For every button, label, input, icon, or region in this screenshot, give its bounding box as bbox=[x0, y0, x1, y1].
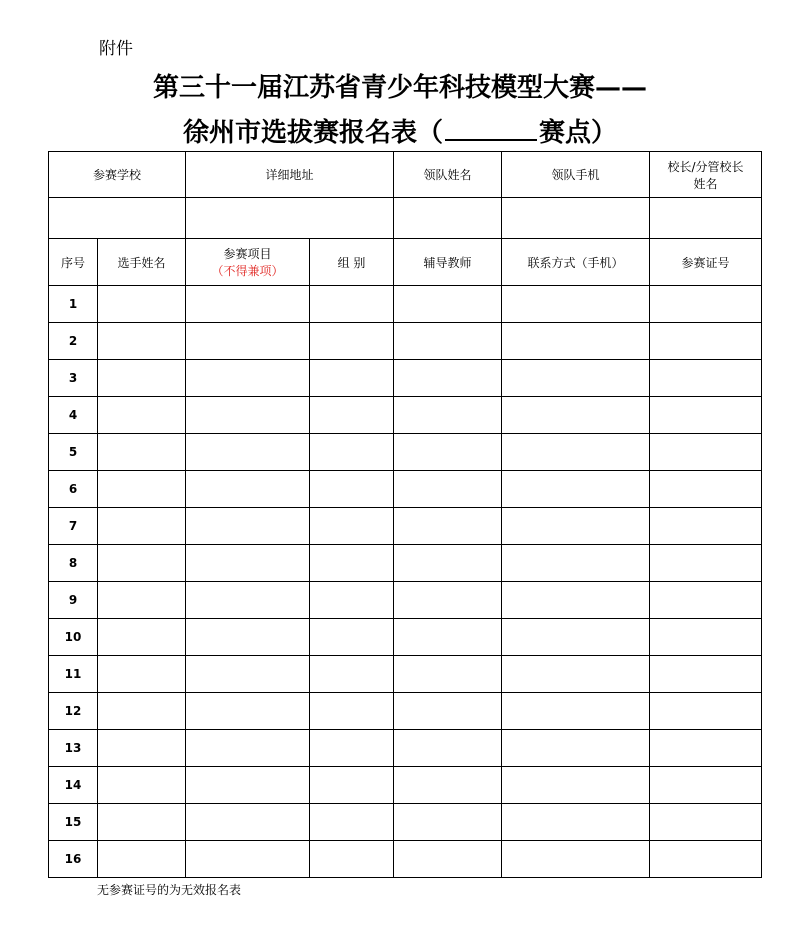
coach-cell[interactable] bbox=[394, 397, 502, 434]
player-row bbox=[49, 619, 762, 656]
leader-phone-cell[interactable] bbox=[502, 198, 650, 239]
player-name-cell[interactable] bbox=[98, 582, 186, 619]
coach-cell[interactable] bbox=[394, 323, 502, 360]
group-cell[interactable] bbox=[310, 545, 394, 582]
player-name-cell[interactable] bbox=[98, 471, 186, 508]
cert-cell[interactable] bbox=[650, 360, 762, 397]
group-cell[interactable] bbox=[310, 693, 394, 730]
header-row-team bbox=[49, 152, 762, 198]
school-header: 参赛学校 bbox=[49, 152, 186, 198]
coach-cell[interactable] bbox=[394, 360, 502, 397]
project-cell[interactable] bbox=[186, 434, 310, 471]
player-row bbox=[49, 730, 762, 767]
project-cell[interactable] bbox=[186, 397, 310, 434]
seq-header: 序号 bbox=[49, 239, 98, 286]
row-number: 4 bbox=[49, 397, 98, 434]
row-number: 5 bbox=[49, 434, 98, 471]
player-row bbox=[49, 582, 762, 619]
group-header: 组 别 bbox=[310, 239, 394, 286]
project-cell[interactable] bbox=[186, 804, 310, 841]
group-cell[interactable] bbox=[310, 841, 394, 878]
player-rows bbox=[49, 286, 762, 878]
player-name-cell[interactable] bbox=[98, 508, 186, 545]
row-number: 6 bbox=[49, 471, 98, 508]
cert-cell[interactable] bbox=[650, 323, 762, 360]
row-number: 16 bbox=[49, 841, 98, 878]
footnote: 无参赛证号的为无效报名表 bbox=[97, 883, 242, 897]
header-row-players bbox=[49, 239, 762, 286]
coach-cell[interactable] bbox=[394, 286, 502, 323]
cert-cell[interactable] bbox=[650, 619, 762, 656]
player-row bbox=[49, 360, 762, 397]
player-row bbox=[49, 434, 762, 471]
project-cell[interactable] bbox=[186, 841, 310, 878]
player-name-cell[interactable] bbox=[98, 767, 186, 804]
player-row bbox=[49, 841, 762, 878]
coach-cell[interactable] bbox=[394, 804, 502, 841]
player-name-cell[interactable] bbox=[98, 841, 186, 878]
contact-header: 联系方式（手机） bbox=[502, 239, 650, 286]
cert-cell[interactable] bbox=[650, 286, 762, 323]
leader-phone-header: 领队手机 bbox=[502, 152, 650, 198]
address-header: 详细地址 bbox=[186, 152, 394, 198]
player-name-cell[interactable] bbox=[98, 656, 186, 693]
school-cell[interactable] bbox=[49, 198, 186, 239]
player-row bbox=[49, 323, 762, 360]
group-cell[interactable] bbox=[310, 323, 394, 360]
contact-cell[interactable] bbox=[502, 804, 650, 841]
project-cell[interactable] bbox=[186, 471, 310, 508]
title-suffix: 赛点） bbox=[539, 118, 618, 148]
contact-cell[interactable] bbox=[502, 730, 650, 767]
coach-cell[interactable] bbox=[394, 730, 502, 767]
team-fill-row bbox=[49, 198, 762, 239]
player-row bbox=[49, 397, 762, 434]
cert-cell[interactable] bbox=[650, 471, 762, 508]
contact-cell[interactable] bbox=[502, 397, 650, 434]
player-name-header: 选手姓名 bbox=[98, 239, 186, 286]
player-name-cell[interactable] bbox=[98, 730, 186, 767]
leader-name-header: 领队姓名 bbox=[394, 152, 502, 198]
player-row bbox=[49, 804, 762, 841]
coach-header: 辅导教师 bbox=[394, 239, 502, 286]
coach-cell[interactable] bbox=[394, 767, 502, 804]
contact-cell[interactable] bbox=[502, 434, 650, 471]
coach-cell[interactable] bbox=[394, 619, 502, 656]
player-row bbox=[49, 508, 762, 545]
group-cell[interactable] bbox=[310, 730, 394, 767]
player-name-cell[interactable] bbox=[98, 286, 186, 323]
cert-cell[interactable] bbox=[650, 767, 762, 804]
principal-cell[interactable] bbox=[650, 198, 762, 239]
contact-cell[interactable] bbox=[502, 582, 650, 619]
coach-cell[interactable] bbox=[394, 545, 502, 582]
group-cell[interactable] bbox=[310, 767, 394, 804]
player-name-cell[interactable] bbox=[98, 619, 186, 656]
group-cell[interactable] bbox=[310, 619, 394, 656]
player-row bbox=[49, 545, 762, 582]
project-cell[interactable] bbox=[186, 508, 310, 545]
coach-cell[interactable] bbox=[394, 434, 502, 471]
attachment-label: 附件 bbox=[99, 39, 133, 59]
project-header bbox=[186, 239, 310, 286]
row-number: 1 bbox=[49, 286, 98, 323]
row-number: 13 bbox=[49, 730, 98, 767]
contact-cell[interactable] bbox=[502, 693, 650, 730]
group-cell[interactable] bbox=[310, 434, 394, 471]
row-number: 2 bbox=[49, 323, 98, 360]
row-number: 14 bbox=[49, 767, 98, 804]
contact-cell[interactable] bbox=[502, 286, 650, 323]
project-cell[interactable] bbox=[186, 582, 310, 619]
group-cell[interactable] bbox=[310, 582, 394, 619]
player-row bbox=[49, 656, 762, 693]
cert-cell[interactable] bbox=[650, 656, 762, 693]
venue-blank bbox=[445, 117, 537, 141]
contact-cell[interactable] bbox=[502, 545, 650, 582]
project-cell[interactable] bbox=[186, 286, 310, 323]
row-number: 9 bbox=[49, 582, 98, 619]
contact-cell[interactable] bbox=[502, 656, 650, 693]
project-cell[interactable] bbox=[186, 767, 310, 804]
project-cell[interactable] bbox=[186, 360, 310, 397]
principal-header-line1: 校长/分管校长 bbox=[667, 159, 744, 174]
player-row bbox=[49, 471, 762, 508]
group-cell[interactable] bbox=[310, 471, 394, 508]
group-cell[interactable] bbox=[310, 397, 394, 434]
registration-table bbox=[48, 151, 762, 878]
coach-cell[interactable] bbox=[394, 693, 502, 730]
project-cell[interactable] bbox=[186, 656, 310, 693]
row-number: 8 bbox=[49, 545, 98, 582]
cert-cell[interactable] bbox=[650, 841, 762, 878]
player-name-cell[interactable] bbox=[98, 397, 186, 434]
player-name-cell[interactable] bbox=[98, 804, 186, 841]
cert-cell[interactable] bbox=[650, 434, 762, 471]
contact-cell[interactable] bbox=[502, 841, 650, 878]
cert-cell[interactable] bbox=[650, 508, 762, 545]
project-cell[interactable] bbox=[186, 730, 310, 767]
contact-cell[interactable] bbox=[502, 619, 650, 656]
row-number: 7 bbox=[49, 508, 98, 545]
cert-cell[interactable] bbox=[650, 582, 762, 619]
form-title-line1: 第三十一届江苏省青少年科技模型大赛—— bbox=[152, 73, 647, 103]
cert-cell[interactable] bbox=[650, 804, 762, 841]
principal-header bbox=[650, 152, 762, 198]
leader-name-cell[interactable] bbox=[394, 198, 502, 239]
player-name-cell[interactable] bbox=[98, 360, 186, 397]
group-cell[interactable] bbox=[310, 286, 394, 323]
cert-cell[interactable] bbox=[650, 397, 762, 434]
row-number: 10 bbox=[49, 619, 98, 656]
address-cell[interactable] bbox=[186, 198, 394, 239]
project-header-note: （不得兼项） bbox=[211, 264, 284, 278]
cert-cell[interactable] bbox=[650, 693, 762, 730]
row-number: 3 bbox=[49, 360, 98, 397]
player-row bbox=[49, 693, 762, 730]
contact-cell[interactable] bbox=[502, 360, 650, 397]
player-name-cell[interactable] bbox=[98, 434, 186, 471]
coach-cell[interactable] bbox=[394, 508, 502, 545]
project-cell[interactable] bbox=[186, 693, 310, 730]
row-number: 12 bbox=[49, 693, 98, 730]
principal-header-line2: 姓名 bbox=[693, 176, 718, 191]
group-cell[interactable] bbox=[310, 804, 394, 841]
project-cell[interactable] bbox=[186, 545, 310, 582]
cert-cell[interactable] bbox=[650, 730, 762, 767]
coach-cell[interactable] bbox=[394, 471, 502, 508]
group-cell[interactable] bbox=[310, 508, 394, 545]
group-cell[interactable] bbox=[310, 656, 394, 693]
row-number: 11 bbox=[49, 656, 98, 693]
coach-cell[interactable] bbox=[394, 656, 502, 693]
title-prefix: 徐州市选拔赛报名表（ bbox=[182, 118, 443, 148]
project-cell[interactable] bbox=[186, 323, 310, 360]
player-row bbox=[49, 767, 762, 804]
contact-cell[interactable] bbox=[502, 323, 650, 360]
cert-cell[interactable] bbox=[650, 545, 762, 582]
form-title-line2 bbox=[0, 112, 800, 149]
project-header-line1: 参赛项目 bbox=[223, 247, 272, 261]
coach-cell[interactable] bbox=[394, 582, 502, 619]
player-name-cell[interactable] bbox=[98, 323, 186, 360]
contact-cell[interactable] bbox=[502, 471, 650, 508]
coach-cell[interactable] bbox=[394, 841, 502, 878]
player-name-cell[interactable] bbox=[98, 545, 186, 582]
cert-header: 参赛证号 bbox=[650, 239, 762, 286]
player-row bbox=[49, 286, 762, 323]
project-cell[interactable] bbox=[186, 619, 310, 656]
contact-cell[interactable] bbox=[502, 767, 650, 804]
group-cell[interactable] bbox=[310, 360, 394, 397]
contact-cell[interactable] bbox=[502, 508, 650, 545]
row-number: 15 bbox=[49, 804, 98, 841]
player-name-cell[interactable] bbox=[98, 693, 186, 730]
